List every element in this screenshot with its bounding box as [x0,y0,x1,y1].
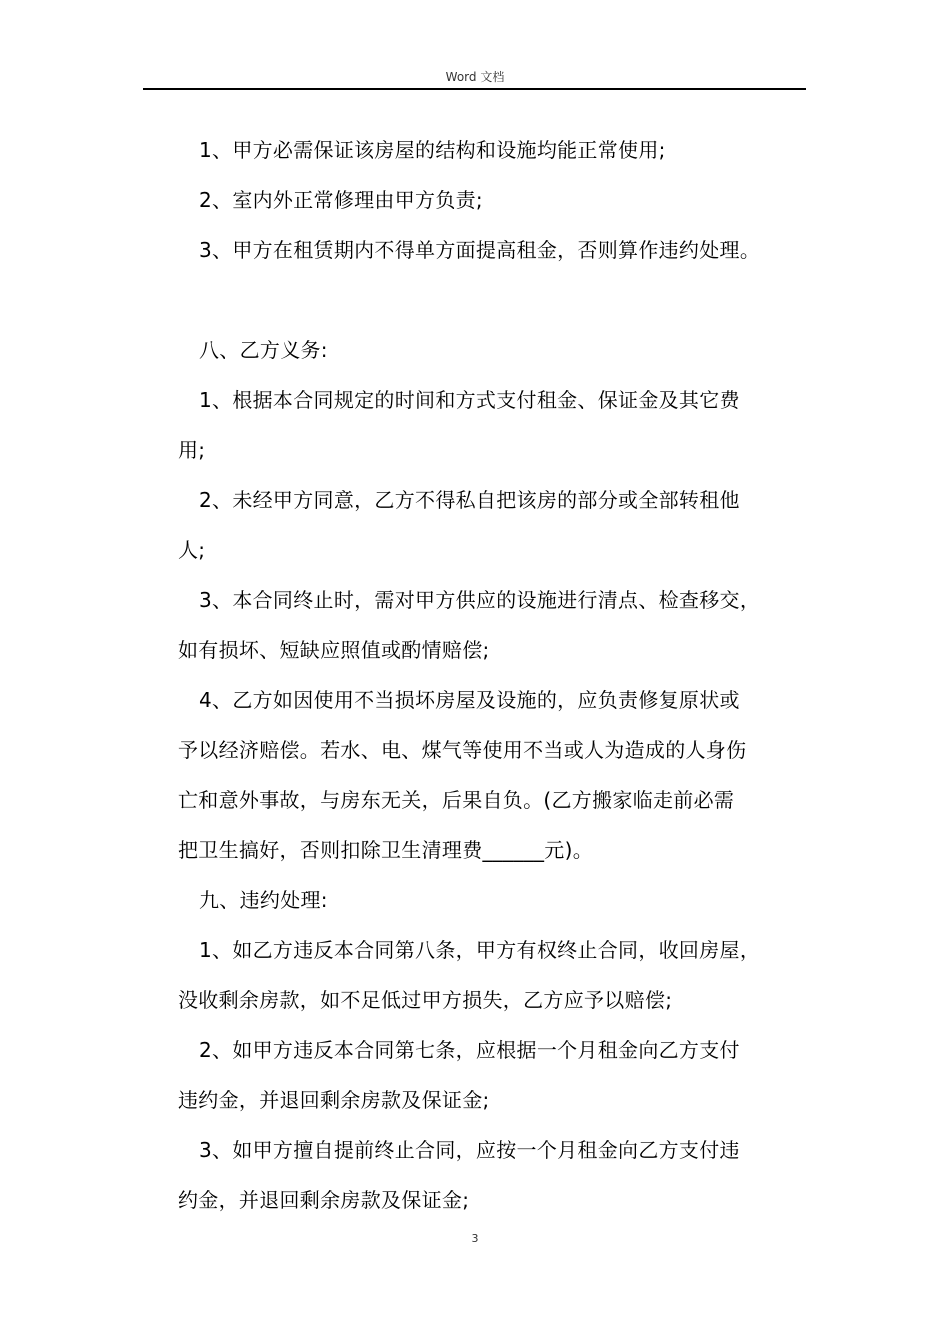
paragraph-line: 2、未经甲方同意，乙方不得私自把该房的部分或全部转租他 [199,488,740,512]
paragraph-line: 没收剩余房款，如不足低过甲方损失，乙方应予以赔偿; [178,988,673,1012]
header-divider [143,88,806,90]
paragraph-line: 予以经济赔偿。若水、电、煤气等使用不当或人为造成的人身伤 [178,738,747,762]
paragraph-line: 如有损坏、短缺应照值或酌情赔偿; [178,638,490,662]
document-header-title: Word 文档 [445,70,505,84]
paragraph-line: 人; [178,538,206,562]
paragraph-line: 3、本合同终止时，需对甲方供应的设施进行清点、检查移交， [199,588,761,612]
paragraph-line: 约金，并退回剩余房款及保证金; [178,1188,470,1212]
paragraph-line: 3、甲方在租赁期内不得单方面提高租金，否则算作违约处理。 [199,238,761,262]
paragraph-line: 用; [178,438,206,462]
section-heading: 九、违约处理: [199,888,328,912]
paragraph-line: 2、如甲方违反本合同第七条，应根据一个月租金向乙方支付 [199,1038,740,1062]
paragraph-line: 4、乙方如因使用不当损坏房屋及设施的，应负责修复原状或 [199,688,740,712]
page-number: 3 [471,1232,479,1245]
paragraph-line: 1、如乙方违反本合同第八条，甲方有权终止合同，收回房屋， [199,938,761,962]
paragraph-line: 违约金，并退回剩余房款及保证金; [178,1088,490,1112]
paragraph-line: 把卫生搞好，否则扣除卫生清理费______元)。 [178,838,594,862]
paragraph-line: 1、根据本合同规定的时间和方式支付租金、保证金及其它费 [199,388,740,412]
paragraph-line: 3、如甲方擅自提前终止合同，应按一个月租金向乙方支付违 [199,1138,740,1162]
paragraph-line: 2、室内外正常修理由甲方负责; [199,188,483,212]
section-heading: 八、乙方义务: [199,338,328,362]
paragraph-line: 亡和意外事故，与房东无关，后果自负。(乙方搬家临走前必需 [178,788,735,812]
paragraph-line: 1、甲方必需保证该房屋的结构和设施均能正常使用; [199,138,666,162]
